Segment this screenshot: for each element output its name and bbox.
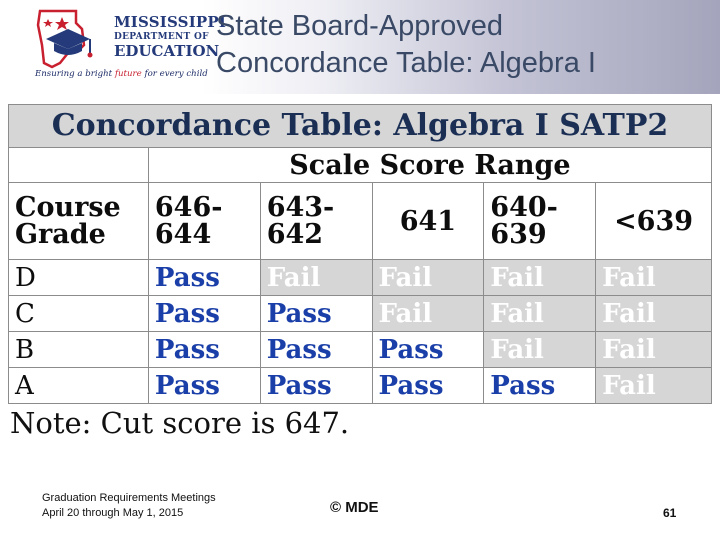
logo-line-department: DEPARTMENT OF — [114, 32, 209, 42]
logo-line-education: EDUCATION — [114, 42, 220, 60]
table-row — [9, 260, 712, 296]
result-cell: Pass — [260, 368, 372, 404]
grade-label: A — [9, 368, 149, 404]
column-header — [372, 183, 484, 260]
result-cell: Fail — [484, 332, 596, 368]
table-row — [9, 332, 712, 368]
slide-title-line-1: State Board-Approved — [216, 10, 503, 42]
grade-label: D — [9, 260, 149, 296]
result-cell: Pass — [148, 260, 260, 296]
column-header-line-1: <639 — [614, 205, 694, 237]
footer-copyright: © MDE — [330, 499, 379, 516]
result-cell: Pass — [260, 332, 372, 368]
mississippi-state-emblem-icon — [32, 5, 112, 69]
column-header — [260, 183, 372, 260]
grade-label: C — [9, 296, 149, 332]
result-cell: Fail — [260, 260, 372, 296]
slide-title-line-2: Concordance Table: Algebra I — [216, 47, 596, 79]
course-grade-header — [9, 183, 149, 260]
course-grade-line-1: Course — [15, 192, 121, 223]
tagline-part-3: for every child — [141, 69, 208, 79]
column-header-line-2: 644 — [154, 219, 212, 250]
column-header-line-2: 642 — [266, 219, 324, 250]
result-cell: Fail — [372, 260, 484, 296]
result-cell: Fail — [484, 260, 596, 296]
column-header — [596, 183, 712, 260]
column-header-line-1: 643- — [266, 192, 335, 223]
logo-line-mississippi: MISSISSIPPI — [114, 13, 227, 31]
column-header — [148, 183, 260, 260]
result-cell: Fail — [596, 296, 712, 332]
result-cell: Fail — [596, 332, 712, 368]
column-header — [484, 183, 596, 260]
slide-title — [216, 8, 596, 82]
table-heading: Concordance Table: Algebra I SATP2 — [9, 105, 712, 148]
mde-logo — [32, 5, 227, 89]
logo-tagline — [35, 69, 208, 79]
result-cell: Fail — [372, 296, 484, 332]
page-number: 61 — [663, 506, 677, 520]
result-cell: Pass — [372, 332, 484, 368]
result-cell: Fail — [596, 260, 712, 296]
result-cell: Pass — [148, 296, 260, 332]
result-cell: Fail — [596, 368, 712, 404]
blank-cell — [9, 148, 149, 183]
scale-score-range-label: Scale Score Range — [148, 148, 711, 183]
column-header-line-1: 640- — [490, 192, 558, 223]
logo-wordmark — [114, 15, 226, 59]
column-header-line-1: 641 — [399, 205, 457, 237]
course-grade-line-2: Grade — [15, 219, 106, 250]
tagline-part-1: Ensuring a bright — [35, 69, 115, 79]
result-cell: Pass — [484, 368, 596, 404]
concordance-table — [8, 104, 712, 404]
column-header-line-1: 646- — [154, 192, 223, 223]
result-cell: Pass — [148, 368, 260, 404]
table-row — [9, 296, 712, 332]
result-cell: Pass — [148, 332, 260, 368]
footer-meeting-info: Graduation Requirements Meetings April 20 through May 1, 2015 — [42, 492, 216, 519]
cut-score-note: Note: Cut score is 647. — [10, 406, 350, 440]
tagline-part-2: future — [114, 69, 142, 79]
result-cell: Pass — [372, 368, 484, 404]
result-cell: Pass — [260, 296, 372, 332]
column-header-line-2: 639 — [490, 219, 547, 250]
grade-label: B — [9, 332, 149, 368]
result-cell: Fail — [484, 296, 596, 332]
slide-header — [0, 0, 720, 94]
table-row — [9, 368, 712, 404]
